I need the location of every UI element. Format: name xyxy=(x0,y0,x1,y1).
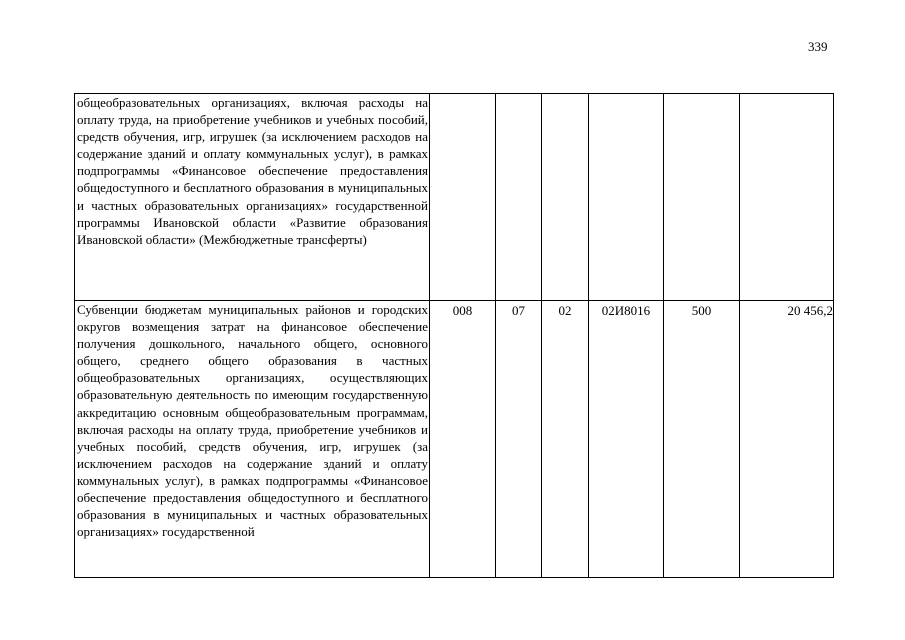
subsection-code xyxy=(542,94,589,301)
expense-type-code xyxy=(664,94,740,301)
page-number: 339 xyxy=(808,39,828,54)
target-article-code: 02И8016 xyxy=(589,301,664,578)
ministry-code: 008 xyxy=(430,301,496,578)
target-article-code xyxy=(589,94,664,301)
amount: 20 456,2 xyxy=(740,301,834,578)
expense-type-code: 500 xyxy=(664,301,740,578)
ministry-code xyxy=(430,94,496,301)
expense-description: общеобразовательных организациях, включая расходы на оплату труда, на приобретение учебников и учебных пособий, средств обучения, игр, игрушек (за исключением расходов на содержание зданий и оплату коммунальных услуг), в рамках подпрограммы «Финансовое обеспечение предоставления общедоступного и бесплатного образования в муниципальных и частных образовательных организациях» государственной программы Ивановской области «Развитие образования Ивановской области» (Межбюджетные трансферты) xyxy=(75,94,430,301)
section-code xyxy=(496,94,542,301)
budget-table xyxy=(74,93,834,578)
subsection-code: 02 xyxy=(542,301,589,578)
table-row xyxy=(75,94,834,301)
expense-description: Субвенции бюджетам муниципальных районов и городских округов возмещения затрат на финансовое обеспечение получения дошкольного, начального общего, основного общего, среднего общего образования в частных общеобразовательных организациях, осуществляющих образовательную деятельность по имеющим государственную аккредитацию основным общеобразовательным программам, включая расходы на оплату труда, приобретение учебников и учебных пособий, средств обучения, игр, игрушек (за исключением расходов на содержание зданий и оплату коммунальных услуг), в рамках подпрограммы «Финансовое обеспечение предоставления общедоступного и бесплатного образования в муниципальных и частных образовательных организациях» государственной xyxy=(75,301,430,578)
section-code: 07 xyxy=(496,301,542,578)
table-row xyxy=(75,301,834,578)
amount xyxy=(740,94,834,301)
